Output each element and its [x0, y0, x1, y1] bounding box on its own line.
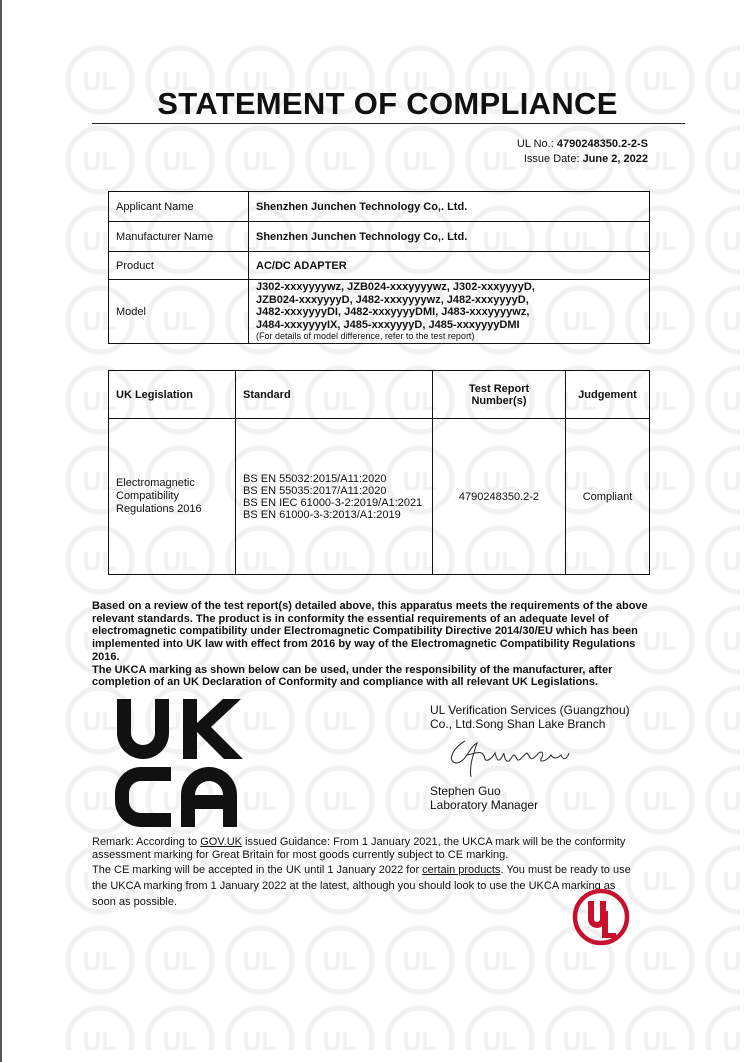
legislation-line: Compatibility — [116, 490, 179, 502]
legislation-cell — [109, 419, 236, 575]
org-line: UL Verification Services (Guangzhou) — [430, 703, 630, 717]
judgement-cell: Compliant — [566, 419, 650, 575]
gov-uk-link[interactable]: GOV.UK — [200, 836, 242, 848]
manufacturer-row — [109, 222, 650, 252]
header-test-report-number: Test Report Number(s) — [433, 371, 566, 419]
signatory-name: Stephen Guo — [430, 784, 501, 798]
remark-line: the UKCA marking from 1 January 2022 at the latest, although you should look to use the UKCA marking as — [92, 880, 616, 892]
issue-date-label: Issue Date: — [523, 153, 580, 165]
standard-item: BS EN 55032:2015/A11:2020 — [243, 472, 387, 485]
signatory-role: Laboratory Manager — [430, 798, 539, 812]
statement-line: relevant standards. The product is in conformity the essential requirements of an adequate level of — [92, 612, 609, 625]
certain-products-link[interactable]: certain products — [422, 864, 501, 876]
org-line: Co., Ltd.Song Shan Lake Branch — [430, 717, 606, 731]
product-row — [109, 252, 650, 280]
statement-line: electromagnetic compatibility under Electromagnetic Compatibility Directive 2014/30/EU which has been — [92, 625, 638, 638]
model-value — [249, 280, 650, 344]
ul-number-value: 4790248350.2-2-S — [556, 138, 648, 150]
compliance-row — [109, 419, 650, 575]
remark-line: soon as possible. — [92, 896, 177, 908]
legislation-line: Electromagnetic — [116, 477, 195, 489]
applicant-row — [109, 192, 650, 222]
model-row — [109, 280, 650, 344]
model-line: J484-xxxyyyyIX, J485-xxxyyyyD, J485-xxxyyyyDMI — [256, 318, 520, 331]
ukca-mark-icon — [115, 697, 245, 827]
standard-cell — [236, 419, 433, 575]
model-line: JZB024-xxxyyyyD, J482-xxxyyyywz, J482-xxxyyyyD, — [256, 293, 529, 306]
product-value: AC/DC ADAPTER — [249, 252, 650, 280]
page-left-edge — [0, 0, 2, 1062]
remark-line — [92, 836, 657, 849]
standard-item: BS EN 61000-3-3:2013/A1:2019 — [243, 508, 401, 521]
statement-line: Based on a review of the test report(s) detailed above, this apparatus meets the requirements of the above — [92, 600, 648, 612]
standard-item: BS EN IEC 61000-3-2:2019/A1:2021 — [243, 496, 423, 509]
model-label: Model — [109, 280, 249, 344]
manufacturer-value: Shenzhen Junchen Technology Co,. Ltd. — [249, 222, 650, 252]
signatory-block — [430, 784, 538, 812]
title-divider — [92, 123, 685, 124]
remark-text: Remark: According to — [92, 836, 201, 848]
statement-line: completion of an UK Declaration of Conformity and compliance with all relevant UK Legislations. — [92, 676, 599, 689]
compliance-statement — [92, 600, 692, 689]
issue-date — [524, 153, 648, 165]
applicant-value: Shenzhen Junchen Technology Co,. Ltd. — [249, 192, 650, 222]
remark-line: assessment marking for Great Britain for most goods currently subject to CE marking. — [92, 849, 509, 861]
report-number-cell: 4790248350.2-2 — [433, 419, 566, 575]
product-label: Product — [109, 252, 249, 280]
document-title: STATEMENT OF COMPLIANCE — [157, 86, 618, 121]
compliance-header-row — [109, 371, 650, 419]
model-line: J302-xxxyyyywz, JZB024-xxxyyyywz, J302-xxxyyyyD, — [256, 281, 535, 293]
legislation-line: Regulations 2016 — [116, 503, 202, 515]
ul-number-label: UL No.: — [516, 138, 554, 150]
model-note: (For details of model difference, refer to the test report) — [256, 331, 475, 341]
header-judgement: Judgement — [566, 371, 650, 419]
remark-text: . You must be ready to use — [500, 864, 631, 876]
applicant-info-table — [108, 191, 650, 344]
applicant-label: Applicant Name — [109, 192, 249, 222]
header-uk-legislation: UK Legislation — [109, 371, 236, 419]
issue-date-value: June 2, 2022 — [582, 153, 648, 165]
statement-line: 2016. — [92, 650, 120, 663]
remark-text: issued Guidance: From 1 January 2021, the UKCA mark will be the conformity — [242, 836, 626, 848]
statement-line: The UKCA marking as shown below can be used, under the responsibility of the manufacturer, after — [92, 663, 613, 676]
header-standard: Standard — [236, 371, 433, 419]
remark-line — [92, 862, 657, 878]
manufacturer-label: Manufacturer Name — [109, 222, 249, 252]
signature-image — [447, 733, 577, 783]
ul-logo-icon — [571, 887, 631, 947]
model-line: J482-xxxyyyyDI, J482-xxxyyyyDMI, J483-xxxyyyywz, — [256, 306, 530, 318]
remark-text: The CE marking will be accepted in the UK until 1 January 2022 for — [92, 864, 423, 876]
compliance-table — [108, 370, 650, 575]
standard-item: BS EN 55035:2017/A11:2020 — [243, 484, 387, 497]
issuing-organization — [430, 703, 630, 731]
statement-line: implemented into UK law with effect from 2016 by way of the Electromagnetic Compatibility Regulations — [92, 638, 636, 651]
ul-number — [517, 138, 648, 150]
